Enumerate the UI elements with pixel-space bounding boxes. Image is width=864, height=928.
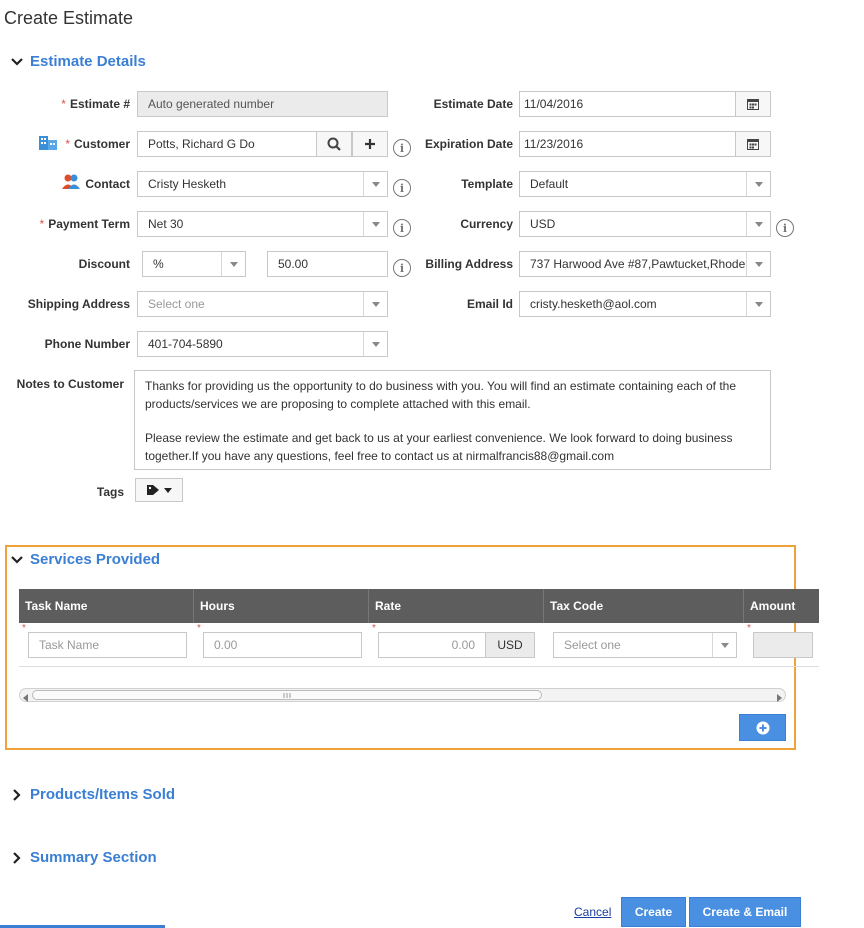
page-title: Create Estimate [4, 8, 134, 28]
shipping-select[interactable] [137, 291, 388, 317]
calendar-icon [747, 138, 759, 150]
expiration-date-picker[interactable] [735, 131, 771, 157]
services-scrollbar[interactable] [19, 688, 786, 702]
chevron-right-icon [10, 851, 24, 865]
chevron-right-icon [10, 788, 24, 802]
info-icon[interactable]: i [393, 219, 411, 237]
chevron-down-icon [746, 292, 770, 316]
phone-label: Phone Number [44, 337, 130, 351]
task-name-input[interactable]: Task Name [28, 632, 187, 658]
tax-code-placeholder: Select one [564, 638, 621, 652]
grip-icon [283, 693, 291, 698]
payment-term-select[interactable] [137, 211, 388, 237]
required-mark: * [372, 623, 376, 634]
discount-label: Discount [78, 257, 130, 271]
rate-input[interactable]: 0.00 [378, 632, 486, 658]
notes-paragraph-2: Please review the estimate and get back to us at your earliest convenience. We look forward to doing business together.If you have any questions, feel free to contact us at nirmalfrancis88@gmail.com [145, 431, 733, 463]
scrollbar-thumb[interactable] [32, 690, 542, 700]
section-title: Services Provided [30, 551, 161, 568]
chevron-down-icon [10, 55, 24, 69]
payment-term-label: * Payment Term [39, 217, 130, 231]
notes-paragraph-1: Thanks for providing us the opportunity to do business with you. You will find an estimate containing each of the products/services we are proposing to complete attached with this email. [145, 379, 737, 411]
column-header-amount: Amount [750, 599, 796, 613]
info-icon[interactable]: i [393, 139, 411, 157]
section-title: Summary Section [30, 849, 157, 866]
section-title: Products/Items Sold [30, 786, 176, 803]
template-select[interactable] [519, 171, 771, 197]
discount-type-select[interactable] [142, 251, 246, 277]
column-header-rate: Rate [369, 589, 544, 623]
chevron-down-icon [712, 633, 736, 657]
caret-down-icon [164, 488, 172, 493]
add-service-row-button[interactable] [739, 714, 786, 741]
billing-address-label: Billing Address [425, 257, 513, 271]
scroll-right-icon[interactable] [776, 691, 782, 705]
estimate-no-label: * Estimate # [61, 97, 130, 111]
tax-code-select[interactable] [553, 632, 737, 658]
required-mark: * [22, 623, 26, 634]
template-label: Template [461, 177, 513, 191]
create-button[interactable]: Create [621, 897, 686, 927]
chevron-down-icon [10, 553, 24, 567]
chevron-down-icon [746, 172, 770, 196]
template-value: Default [530, 177, 569, 191]
plus-icon [364, 138, 376, 150]
section-products-items-sold[interactable] [10, 786, 175, 803]
expiration-date-label: Expiration Date [424, 137, 513, 151]
customer-search-button[interactable] [316, 131, 352, 157]
discount-type-value: % [153, 257, 164, 271]
contact-select[interactable] [137, 171, 388, 197]
shipping-label: Shipping Address [27, 297, 130, 311]
chevron-down-icon [746, 252, 770, 276]
info-icon[interactable]: i [393, 259, 411, 277]
column-header-hours: Hours [194, 589, 369, 623]
section-estimate-details[interactable] [10, 53, 146, 70]
info-icon[interactable]: i [393, 179, 411, 197]
email-value: cristy.hesketh@aol.com [530, 297, 657, 311]
amount-field [753, 632, 813, 658]
email-select[interactable] [519, 291, 771, 317]
chevron-down-icon [746, 212, 770, 236]
phone-select[interactable] [137, 331, 388, 357]
create-and-email-button[interactable]: Create & Email [689, 897, 801, 927]
shipping-placeholder: Select one [148, 297, 205, 311]
column-header-task-name: Task Name [19, 589, 194, 623]
section-services-provided[interactable] [10, 551, 160, 568]
currency-value: USD [530, 217, 556, 231]
hours-input[interactable]: 0.00 [203, 632, 362, 658]
notes-textarea[interactable] [134, 370, 771, 470]
discount-input[interactable]: 50.00 [267, 251, 388, 277]
services-table [19, 589, 796, 669]
phone-value: 401-704-5890 [148, 337, 223, 351]
chevron-down-icon [363, 332, 387, 356]
column-header-tax-code: Tax Code [544, 589, 744, 623]
section-summary[interactable] [10, 849, 157, 866]
tags-label: Tags [96, 485, 124, 499]
plus-circle-icon [756, 721, 770, 735]
payment-term-value: Net 30 [148, 217, 184, 231]
currency-select[interactable] [519, 211, 771, 237]
section-title: Estimate Details [30, 53, 146, 70]
chevron-down-icon [363, 212, 387, 236]
billing-address-value: 737 Harwood Ave #87,Pawtucket,Rhode [530, 257, 746, 271]
required-mark: * [747, 623, 751, 634]
chevron-down-icon [363, 292, 387, 316]
email-label: Email Id [466, 297, 513, 311]
notes-label: Notes to Customer [16, 377, 124, 391]
cancel-link[interactable]: Cancel [574, 905, 612, 919]
table-row [19, 623, 819, 667]
chevron-down-icon [363, 172, 387, 196]
contact-value: Cristy Hesketh [148, 177, 227, 191]
info-icon[interactable]: i [776, 219, 794, 237]
chevron-down-icon [221, 252, 245, 276]
required-mark: * [197, 623, 201, 634]
estimate-date-picker[interactable] [735, 91, 771, 117]
customer-add-button[interactable] [352, 131, 388, 157]
billing-address-select[interactable] [519, 251, 771, 277]
customer-input[interactable]: Potts, Richard G Do [137, 131, 317, 157]
scroll-left-icon[interactable] [23, 691, 29, 705]
required-mark: * [61, 97, 66, 111]
rate-currency-addon: USD [485, 632, 535, 658]
search-icon [327, 137, 341, 151]
customer-label: * Customer [65, 137, 130, 151]
currency-label: Currency [460, 217, 513, 231]
estimate-date-input[interactable]: 11/04/2016 [519, 91, 736, 117]
expiration-date-input[interactable]: 11/23/2016 [519, 131, 736, 157]
contact-label: Contact [85, 177, 130, 191]
estimate-date-label: Estimate Date [433, 97, 513, 111]
tags-dropdown-button[interactable] [135, 478, 183, 502]
estimate-no-field: Auto generated number [137, 91, 388, 117]
tag-icon [146, 484, 160, 496]
services-table-header [19, 589, 819, 623]
calendar-icon [747, 98, 759, 110]
